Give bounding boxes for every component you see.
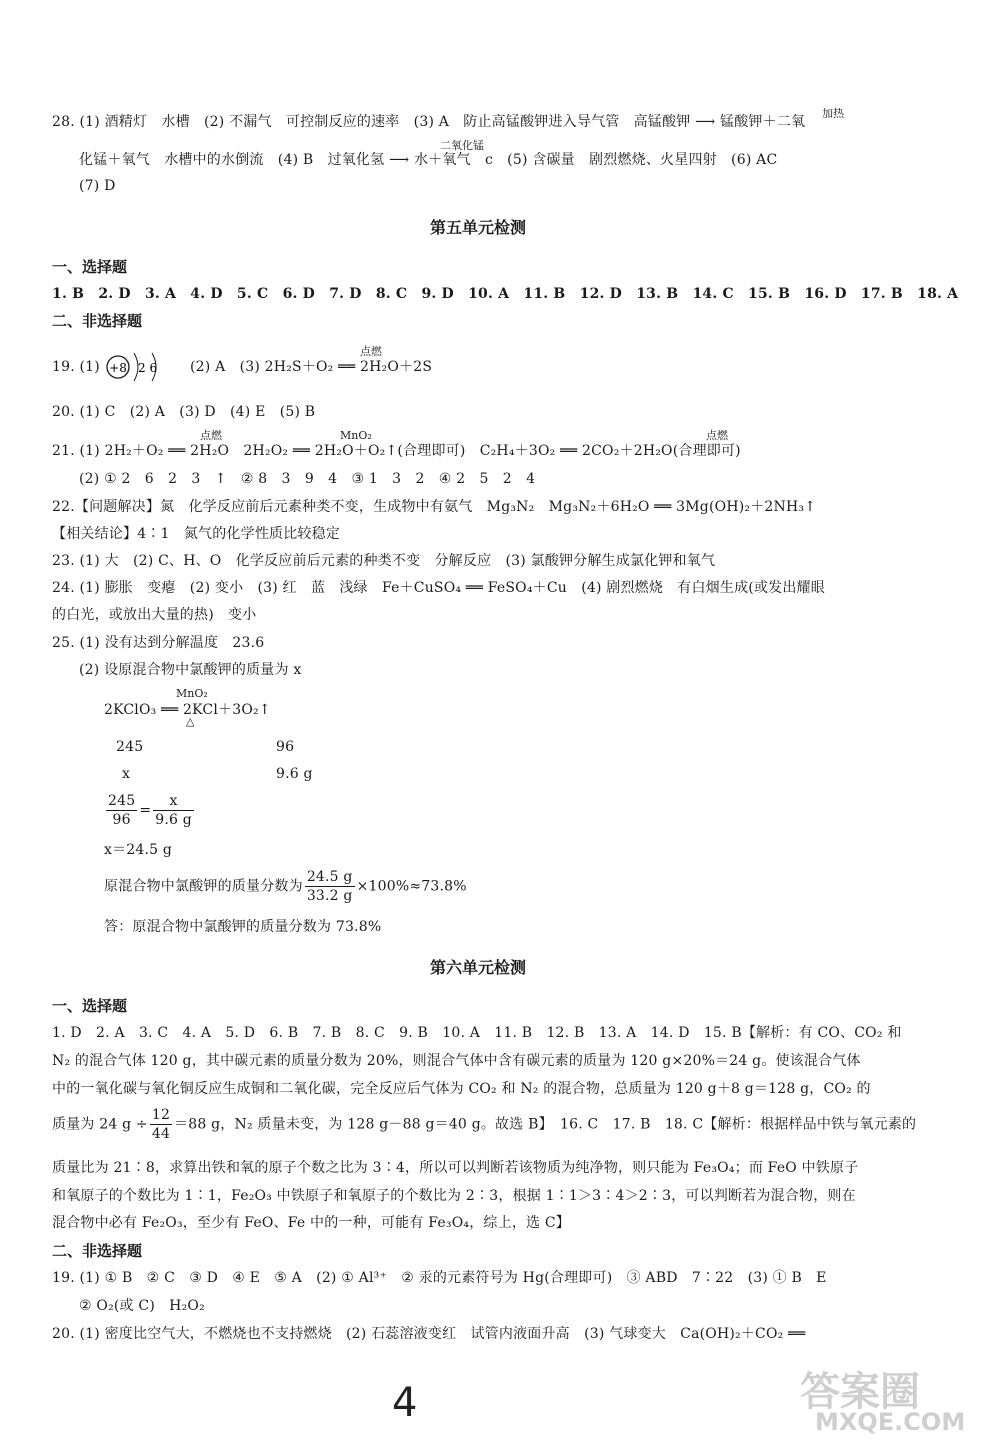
watermark-url: MXQE.COM: [815, 1408, 966, 1436]
unit5-section-nonchoice: 二、非选择题: [52, 312, 143, 330]
u5-q25-cond-bottom: △: [186, 715, 195, 728]
u5-q25-percent: 原混合物中氯酸钾的质量分数为 $\frac{24.5 g}{33.2 g}$ ×100%≈73.8%: [104, 869, 467, 904]
u5-q25-x: x: [122, 766, 131, 782]
u6-line3: 中的一氧化碳与氧化铜反应生成铜和二氧化碳，完全反应后气体为 CO₂ 和 N₂ 的混合物，总质量为 120 g＋8 g＝128 g，CO₂ 的: [52, 1081, 871, 1097]
u5-q19-label: 19. (1): [52, 359, 100, 375]
u5-q22-line2: 【相关结论】4∶1 氮气的化学性质比较稳定: [52, 526, 341, 542]
fraction-percent: $\frac{24.5 g}{33.2 g}$: [306, 869, 353, 904]
heat-condition: 加热: [822, 107, 844, 120]
u5-q21-line2: (2) ① 2 6 2 3 ↑ ② 8 3 9 4 ③ 1 3 2 ④ 2 5 2 4: [79, 471, 536, 487]
u6-q19-line1: 19. (1) ① B ② C ③ D ④ E ⑤ A (2) ① Al³⁺ ② 汞的元素符号为 Hg(合理即可) ③ ABD 7∶22 (3) ① B E: [52, 1270, 827, 1286]
u5-q25-line2: (2) 设原混合物中氯酸钾的质量为 x: [79, 662, 302, 678]
u5-q21-cond1: 点燃: [200, 429, 222, 442]
u5-q25-m1: 245: [116, 739, 144, 755]
u6-line6: 和氧原子的个数比为 1∶1，Fe₂O₃ 中铁原子和氧原子的个数比为 2∶3，根据 1∶1＞3∶4＞2∶3，可以判断若为混合物，则在: [52, 1188, 856, 1204]
page-number: 4: [392, 1380, 418, 1426]
u5-q20: 20. (1) C (2) A (3) D (4) E (5) B: [52, 404, 316, 420]
u5-q25-xres: x＝24.5 g: [104, 842, 173, 858]
nucleus-charge: +8: [109, 361, 127, 375]
u5-q25-m2: 96: [276, 739, 295, 755]
unit5-choice-answers: 1. B 2. D 3. A 4. D 5. C 6. D 7. D 8. C 9. D 10. A 11. B 12. D 13. B 14. C 15. B 16. D 17. B 18. A: [52, 286, 959, 302]
u6-line2: N₂ 的混合气体 120 g，其中碳元素的质量分数为 20%，则混合气体中含有碳元素的质量为 120 g×20%＝24 g。使该混合气体: [52, 1053, 861, 1069]
u5-q25-g: 9.6 g: [276, 766, 313, 782]
u5-q22-line1: 22.【问题解决】氮 化学反应前后元素种类不变，生成物中有氨气 Mg₃N₂ Mg₃N₂＋6H₂O ══ 3Mg(OH)₂＋2NH₃↑: [52, 499, 817, 515]
watermark-logo: 答案圈: [800, 1369, 920, 1415]
u5-q23: 23. (1) 大 (2) C、H、O 化学反应前后元素的种类不变 分解反应 (3) 氯酸钾分解生成氯化钾和氧气: [52, 553, 716, 569]
unit6-section-nonchoice: 二、非选择题: [52, 1242, 143, 1260]
u6-line5: 质量比为 21∶8，求算出铁和氧的原子个数之比为 3∶4，所以可以判断若该物质为纯净物，则只能为 Fe₃O₄；而 FeO 中铁原子: [52, 1160, 859, 1176]
u6-line1: 1. D 2. A 3. C 4. A 5. D 6. B 7. B 8. C 9. B 10. A 11. B 12. B 13. A 14. D 15. B【解析：有 CO、CO₂ 和: [52, 1025, 902, 1041]
u5-q25-line1: 25. (1) 没有达到分解温度 23.6: [52, 635, 265, 651]
u5-q21-line1: 21. (1) 2H₂＋O₂ ══ 2H₂O 2H₂O₂ ══ 2H₂O＋O₂↑(合理即可) C₂H₄＋3O₂ ══ 2CO₂＋2H₂O(合理即可): [52, 443, 741, 459]
u6-line4: 质量为 24 g ÷ $\frac{12}{44}$ ＝88 g，N₂ 质量未变，为 128 g－88 g＝40 g。故选 B】 16. C 17. B 18. C【解析：根据样品中铁与氧元素的: [52, 1107, 917, 1142]
u5-q25-cond-top: MnO₂: [176, 687, 208, 700]
u5-q19-rest: (2) A (3) 2H₂S＋O₂ ══ 2H₂O＋2S: [190, 359, 433, 375]
unit5-title: 第五单元检测: [430, 218, 527, 237]
q28-line1: 28. (1) 酒精灯 水槽 (2) 不漏气 可控制反应的速率 (3) A 防止高锰酸钾进入导气管 高锰酸钾 ⟶ 锰酸钾＋二氧: [52, 114, 806, 130]
u6-q20-line1: 20. (1) 密度比空气大，不燃烧也不支持燃烧 (2) 石蕊溶液变红 试管内液面升高 (3) 气球变大 Ca(OH)₂＋CO₂ ══: [52, 1326, 806, 1342]
u5-q21-cond2: MnO₂: [340, 429, 372, 442]
u6-line7: 混合物中必有 Fe₂O₃，至少有 FeO、Fe 中的一种，可能有 Fe₃O₄，综上，选 C】: [52, 1215, 570, 1231]
unit6-title: 第六单元检测: [430, 958, 527, 977]
u5-q25-proportion: $\frac{245}{96}$ = $\frac{x}{9.6 g}$: [108, 793, 192, 828]
u5-q24-line1: 24. (1) 膨胀 变瘪 (2) 变小 (3) 红 蓝 浅绿 Fe＋CuSO₄ ══ FeSO₄＋Cu (4) 剧烈燃烧 有白烟生成(或发出耀眼: [52, 580, 825, 596]
atom-structure-diagram: [100, 345, 175, 389]
fraction-left: $\frac{245}{96}$: [108, 793, 136, 828]
q28-line2: 化锰＋氧气 水槽中的水倒流 (4) B 过氧化氢 ⟶ 水＋氧气 c (5) 含碳量 剧烈燃烧、火星四射 (6) AC: [79, 152, 778, 168]
u5-q25-equation: 2KClO₃ ══ 2KCl＋3O₂↑: [104, 702, 271, 718]
u6-q19-line2: ② O₂(或 C) H₂O₂: [79, 1298, 205, 1314]
u5-q19-cond: 点燃: [360, 345, 382, 358]
fraction-right: $\frac{x}{9.6 g}$: [155, 793, 192, 828]
electron-shell-numbers: 2 6: [138, 361, 158, 375]
q28-line3: (7) D: [79, 178, 116, 194]
unit5-section-choice: 一、选择题: [52, 258, 128, 276]
u5-q21-cond3: 点燃: [706, 429, 728, 442]
fraction-12-44: $\frac{12}{44}$: [151, 1107, 171, 1142]
u5-q25-answer: 答：原混合物中氯酸钾的质量分数为 73.8%: [104, 919, 382, 935]
catalyst-condition: 二氧化锰: [440, 139, 484, 152]
unit6-section-choice: 一、选择题: [52, 997, 128, 1015]
u5-q24-line2: 的白光，或放出大量的热) 变小: [52, 607, 257, 623]
